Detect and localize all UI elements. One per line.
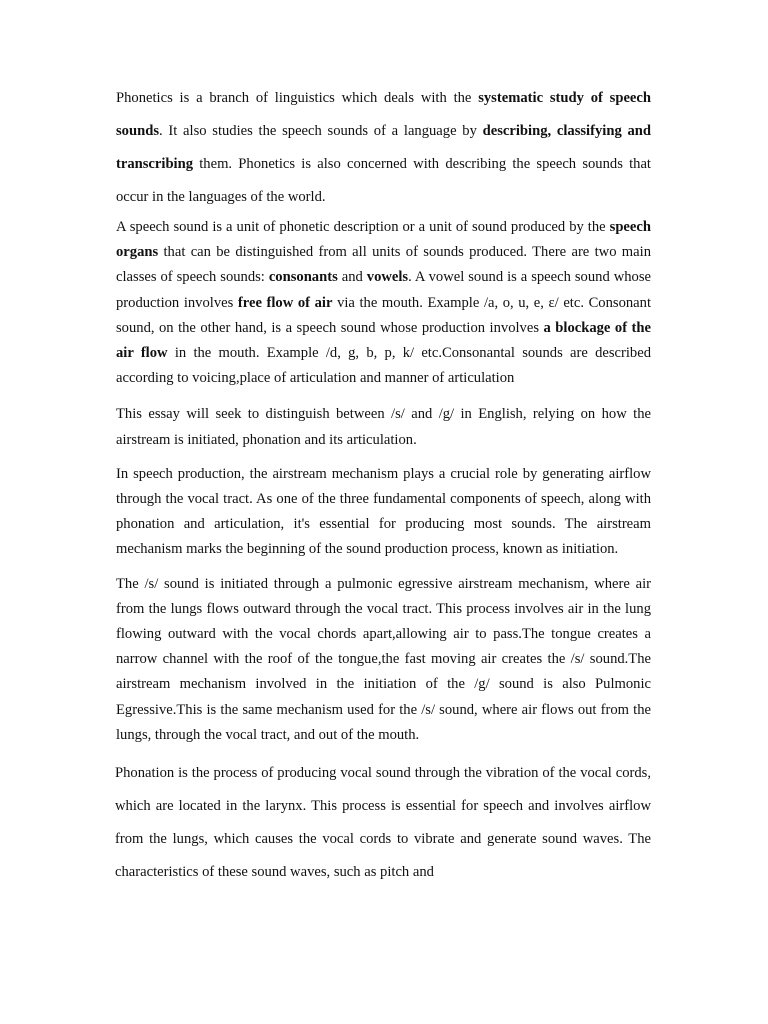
text-run: Phonation is the process of producing vocal sound through the vibration of the vocal cords, which are located in the larynx. This process is essential for speech and involves airflow from the lungs, which causes the vocal cords to vibrate and generate sound waves. The characteristics of these sound waves, such as pitch and xyxy=(115,765,651,881)
bold-text-run: a blockage of the air flow xyxy=(116,319,651,362)
bold-text-run: systematic study of speech sounds xyxy=(116,90,651,139)
bold-text-run: vowels xyxy=(366,269,409,286)
paragraph-s-g-initiation xyxy=(116,572,651,748)
bold-text-run: speech organs xyxy=(116,219,651,261)
text-run: In speech production, the airstream mechanism plays a crucial role by generating airflow through the vocal tract. As one of the three fundamental components of speech, along with phonation and articulation, it's essential for producing most sounds. The airstream mechanism marks the beginning of the sound production process, known as initiation. xyxy=(116,465,651,558)
bold-text-run: free flow of air xyxy=(237,294,333,311)
text-run: in the mouth. Example /d, g, b, p, k/ etc.Consonantal sounds are described according to voicing,place of articulation and manner of articulation xyxy=(116,345,651,387)
text-run: This essay will seek to distinguish between /s/ and /g/ in English, relying on how the airstream is initiated, phonation and its articulation. xyxy=(116,406,651,448)
text-run: that can be distinguished from all units of sounds produced. There are two main classes of speech sounds: xyxy=(116,244,651,286)
paragraph-speech-sound xyxy=(116,215,651,391)
paragraph-phonation xyxy=(115,757,651,889)
paragraph-airstream-mechanism xyxy=(116,462,651,563)
bold-text-run: describing, classifying and transcribing xyxy=(116,123,651,172)
paragraph-phonetics-definition xyxy=(116,82,651,214)
text-run: . It also studies the speech sounds of a language by xyxy=(159,123,483,139)
text-run: Phonetics is a branch of linguistics which deals with the xyxy=(116,90,479,106)
text-run: The /s/ sound is initiated through a pulmonic egressive airstream mechanism, where air from the lungs flows outward through the vocal tract. This process involves air in the lung flowing outward with the vocal chords apart,allowing air to pass.The tongue creates a narrow channel with the roof of the tongue,the fast moving air creates the /s/ sound.The airstream mechanism involved in the initiation of the /g/ sound is also Pulmonic Egressive.This is the same mechanism used for the /s/ sound, where air flows out from the lungs, through the vocal tract, and out of the mouth. xyxy=(116,575,651,743)
text-run: and xyxy=(337,269,367,286)
text-run: via the mouth. Example /a, o, u, e, ɛ/ etc. Consonant sound, on the other hand, is a speech sound whose production involves xyxy=(116,294,652,336)
text-run: . A vowel sound is a speech sound whose production involves xyxy=(116,269,651,311)
text-run: A speech sound is a unit of phonetic description or a unit of sound produced by the xyxy=(116,219,610,235)
paragraph-essay-intro xyxy=(116,402,651,452)
text-run: them. Phonetics is also concerned with describing the speech sounds that occur in the languages of the world. xyxy=(116,156,651,205)
bold-text-run: consonants xyxy=(268,269,338,286)
